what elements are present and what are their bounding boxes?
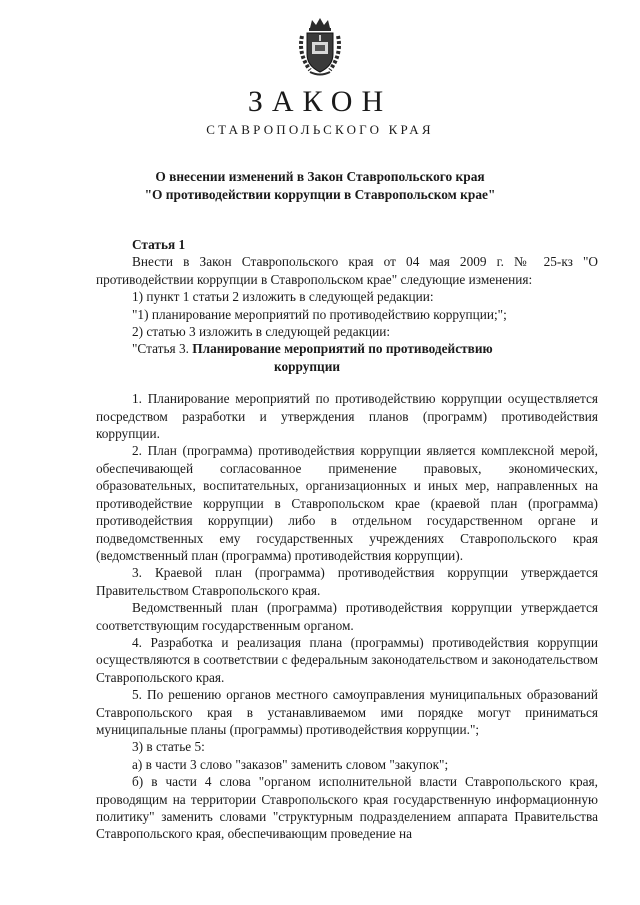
spacer [96,375,598,390]
article-1-heading: Статья 1 [132,237,186,252]
paragraph-4: 4. Разработка и реализация плана (программы) противодействия коррупции осуществляются в соответствии с федеральным законодательством и законодательством Ставропольского края. [96,634,598,685]
article-body [96,236,598,843]
change-item-3a: а) в части 3 слово "заказов" заменить словом "закупок"; [132,756,449,772]
article-1-intro: Внести в Закон Ставропольского края от 04 мая 2009 г. № 25-кз "О противодействии коррупции в Ставропольском крае" следующие изменения: [96,254,598,287]
region-name: СТАВРОПОЛЬСКОГО КРАЯ [206,122,434,137]
change-item-2: 2) статью 3 изложить в следующей редакции: [132,324,391,340]
paragraph-1: 1. Планирование мероприятий по противодействию коррупции осуществляется посредством разработки и утверждения планов (программ) противодействия коррупции. [96,391,598,442]
paragraph-3b: Ведомственный план (программа) противодействия коррупции утверждается соответствующим государственным органом. [96,600,598,633]
article-3-title-line-1: Планирование мероприятий по противодействию [192,341,493,357]
article-3-heading [96,340,598,357]
article-3-title-line-2: коррупции [274,358,341,374]
change-item-1: 1) пункт 1 статьи 2 изложить в следующей редакции: [132,289,434,305]
subject-line-1: О внесении изменений в Закон Ставропольского края [155,169,485,184]
paragraph-3: 3. Краевой план (программа) противодействия коррупции утверждается Правительством Ставропольского края. [96,565,598,598]
change-item-1-text: "1) планирование мероприятий по противодействию коррупции;"; [132,306,507,322]
change-item-3: 3) в статье 5: [132,739,205,755]
article-3-prefix: "Статья 3. [132,341,193,357]
law-title: ЗАКОН [247,85,393,118]
coat-of-arms-icon [296,16,344,78]
paragraph-2: 2. План (программа) противодействия коррупции является комплексной мерой, обеспечивающей согласованное применение правовых, экономических, образовательных, воспитательных, организационных и иных мер, направленных на противодействие коррупции в Ставропольском крае (краевой план (программа) противодействия коррупции) либо в отдельном государственном органе и подведомственных ему государственных учреждениях Ставропольского края (ведомственный план (программа) противодействия коррупции). [96,443,598,563]
subject-line-2: "О противодействии коррупции в Ставропольском крае" [144,187,496,202]
law-subject [0,168,640,204]
change-item-3b: б) в части 4 слова "органом исполнительной власти Ставропольского края, проводящим на территории Ставропольского края государственную информационную политику" заменить словами "структурным подразделением аппарата Правительства Ставропольского края, обеспечивающим проведение на [96,774,598,842]
paragraph-5: 5. По решению органов местного самоуправления муниципальных образований Ставропольского края в устанавливаемом ими порядке могут приниматься муниципальные планы (программы) противодействия коррупции."; [96,687,598,737]
